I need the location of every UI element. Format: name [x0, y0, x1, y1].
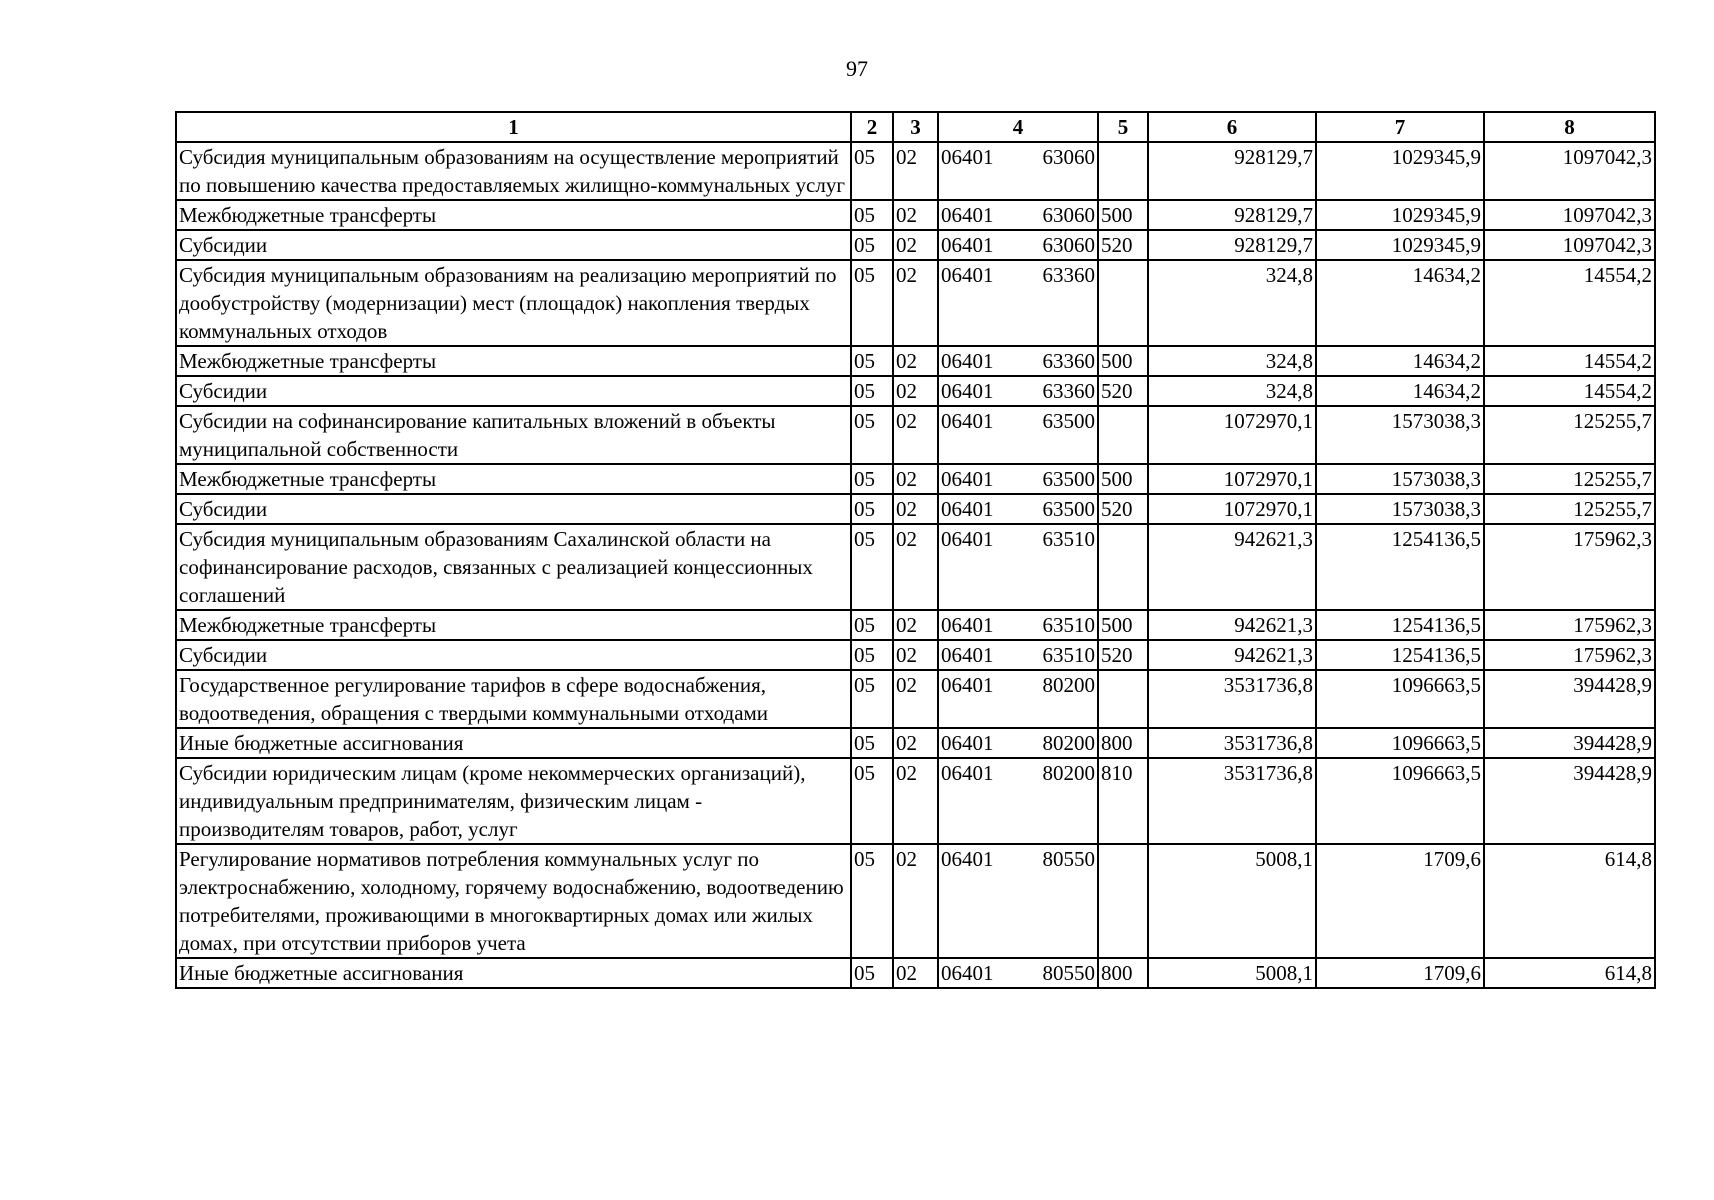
- table-row: [176, 494, 1655, 524]
- column-header: 6: [1148, 112, 1316, 142]
- item-name: Субсидии юридическим лицам (кроме некоммерческих организаций), индивидуальным предпринимателям, физическим лицам - производителям товаров, работ, услуг: [176, 758, 851, 844]
- column-header: 4: [938, 112, 1098, 142]
- amount-col-8: 14554,2: [1484, 376, 1655, 406]
- amount-col-8: 175962,3: [1484, 524, 1655, 610]
- program-code: 06401: [941, 731, 994, 755]
- table-row: [176, 610, 1655, 640]
- section-code: 05: [851, 758, 893, 844]
- amount-col-6: 324,8: [1148, 346, 1316, 376]
- column-header: 3: [893, 112, 938, 142]
- column-header: 2: [851, 112, 893, 142]
- direction-code: 80200: [1042, 673, 1095, 697]
- table-row: [176, 758, 1655, 844]
- table-row: [176, 230, 1655, 260]
- amount-col-7: 1709,6: [1316, 844, 1484, 958]
- table-row: [176, 464, 1655, 494]
- amount-col-6: 3531736,8: [1148, 758, 1316, 844]
- amount-col-6: 1072970,1: [1148, 464, 1316, 494]
- program-code: 06401: [941, 145, 994, 169]
- table-row: [176, 728, 1655, 758]
- item-name: Межбюджетные трансферты: [176, 346, 851, 376]
- expense-type-code: 800: [1098, 728, 1148, 758]
- table-row: [176, 376, 1655, 406]
- direction-code: 63510: [1042, 613, 1095, 637]
- item-name: Иные бюджетные ассигнования: [176, 728, 851, 758]
- subsection-code: 02: [893, 346, 938, 376]
- amount-col-6: 3531736,8: [1148, 728, 1316, 758]
- amount-col-8: 125255,7: [1484, 494, 1655, 524]
- amount-col-7: 1096663,5: [1316, 758, 1484, 844]
- table-row: [176, 346, 1655, 376]
- table-row: [176, 958, 1655, 988]
- target-article-code: [938, 376, 1098, 406]
- target-article-code: [938, 142, 1098, 200]
- column-header: 1: [176, 112, 851, 142]
- table-row: [176, 670, 1655, 728]
- expense-type-code: [1098, 142, 1148, 200]
- expense-type-code: [1098, 524, 1148, 610]
- amount-col-7: 14634,2: [1316, 260, 1484, 346]
- expense-type-code: [1098, 670, 1148, 728]
- section-code: 05: [851, 346, 893, 376]
- section-code: 05: [851, 958, 893, 988]
- direction-code: 63500: [1042, 497, 1095, 521]
- direction-code: 63360: [1042, 349, 1095, 373]
- item-name: Субсидия муниципальным образованиям Сахалинской области на софинансирование расходов, связанных с реализацией концессионных соглашений: [176, 524, 851, 610]
- budget-table: [175, 111, 1656, 989]
- amount-col-6: 928129,7: [1148, 200, 1316, 230]
- amount-col-8: 175962,3: [1484, 610, 1655, 640]
- subsection-code: 02: [893, 728, 938, 758]
- amount-col-8: 175962,3: [1484, 640, 1655, 670]
- item-name: Межбюджетные трансферты: [176, 200, 851, 230]
- target-article-code: [938, 758, 1098, 844]
- table-row: [176, 844, 1655, 958]
- item-name: Субсидии: [176, 376, 851, 406]
- amount-col-7: 14634,2: [1316, 376, 1484, 406]
- amount-col-7: 1029345,9: [1316, 142, 1484, 200]
- subsection-code: 02: [893, 464, 938, 494]
- program-code: 06401: [941, 527, 994, 551]
- expense-type-code: 520: [1098, 640, 1148, 670]
- program-code: 06401: [941, 673, 994, 697]
- direction-code: 63060: [1042, 233, 1095, 257]
- target-article-code: [938, 524, 1098, 610]
- target-article-code: [938, 200, 1098, 230]
- target-article-code: [938, 230, 1098, 260]
- direction-code: 63060: [1042, 145, 1095, 169]
- section-code: 05: [851, 640, 893, 670]
- expense-type-code: 500: [1098, 346, 1148, 376]
- amount-col-7: 1096663,5: [1316, 728, 1484, 758]
- direction-code: 63500: [1042, 467, 1095, 491]
- direction-code: 63360: [1042, 263, 1095, 287]
- column-header: 5: [1098, 112, 1148, 142]
- target-article-code: [938, 406, 1098, 464]
- section-code: 05: [851, 524, 893, 610]
- section-code: 05: [851, 728, 893, 758]
- amount-col-6: 942621,3: [1148, 610, 1316, 640]
- target-article-code: [938, 728, 1098, 758]
- amount-col-6: 1072970,1: [1148, 406, 1316, 464]
- subsection-code: 02: [893, 406, 938, 464]
- item-name: Межбюджетные трансферты: [176, 610, 851, 640]
- section-code: 05: [851, 494, 893, 524]
- table-row: [176, 640, 1655, 670]
- amount-col-6: 928129,7: [1148, 230, 1316, 260]
- subsection-code: 02: [893, 844, 938, 958]
- amount-col-7: 1573038,3: [1316, 406, 1484, 464]
- amount-col-8: 1097042,3: [1484, 230, 1655, 260]
- section-code: 05: [851, 230, 893, 260]
- amount-col-8: 125255,7: [1484, 406, 1655, 464]
- amount-col-8: 1097042,3: [1484, 200, 1655, 230]
- section-code: 05: [851, 142, 893, 200]
- direction-code: 63510: [1042, 643, 1095, 667]
- expense-type-code: [1098, 406, 1148, 464]
- program-code: 06401: [941, 497, 994, 521]
- program-code: 06401: [941, 203, 994, 227]
- subsection-code: 02: [893, 524, 938, 610]
- direction-code: 80200: [1042, 761, 1095, 785]
- amount-col-8: 14554,2: [1484, 346, 1655, 376]
- table-row: [176, 260, 1655, 346]
- expense-type-code: 810: [1098, 758, 1148, 844]
- amount-col-8: 394428,9: [1484, 758, 1655, 844]
- table-row: [176, 406, 1655, 464]
- amount-col-6: 942621,3: [1148, 524, 1316, 610]
- amount-col-7: 1096663,5: [1316, 670, 1484, 728]
- expense-type-code: 800: [1098, 958, 1148, 988]
- expense-type-code: [1098, 844, 1148, 958]
- subsection-code: 02: [893, 376, 938, 406]
- expense-type-code: 500: [1098, 464, 1148, 494]
- program-code: 06401: [941, 349, 994, 373]
- amount-col-7: 1254136,5: [1316, 610, 1484, 640]
- section-code: 05: [851, 464, 893, 494]
- amount-col-8: 125255,7: [1484, 464, 1655, 494]
- item-name: Субсидии на софинансирование капитальных вложений в объекты муниципальной собственности: [176, 406, 851, 464]
- amount-col-8: 394428,9: [1484, 728, 1655, 758]
- subsection-code: 02: [893, 640, 938, 670]
- program-code: 06401: [941, 409, 994, 433]
- target-article-code: [938, 670, 1098, 728]
- amount-col-8: 614,8: [1484, 844, 1655, 958]
- amount-col-7: 1029345,9: [1316, 200, 1484, 230]
- target-article-code: [938, 260, 1098, 346]
- target-article-code: [938, 494, 1098, 524]
- table-row: [176, 200, 1655, 230]
- direction-code: 63060: [1042, 203, 1095, 227]
- subsection-code: 02: [893, 142, 938, 200]
- program-code: 06401: [941, 467, 994, 491]
- direction-code: 63510: [1042, 527, 1095, 551]
- section-code: 05: [851, 200, 893, 230]
- expense-type-code: 500: [1098, 610, 1148, 640]
- target-article-code: [938, 640, 1098, 670]
- item-name: Субсидия муниципальным образованиям на реализацию мероприятий по дообустройству (модернизации) мест (площадок) накопления твердых коммунальных отходов: [176, 260, 851, 346]
- item-name: Субсидия муниципальным образованиям на осуществление мероприятий по повышению качества предоставляемых жилищно-коммунальных услуг: [176, 142, 851, 200]
- program-code: 06401: [941, 233, 994, 257]
- amount-col-6: 3531736,8: [1148, 670, 1316, 728]
- amount-col-6: 5008,1: [1148, 844, 1316, 958]
- target-article-code: [938, 346, 1098, 376]
- amount-col-8: 14554,2: [1484, 260, 1655, 346]
- target-article-code: [938, 958, 1098, 988]
- amount-col-7: 1709,6: [1316, 958, 1484, 988]
- expense-type-code: [1098, 260, 1148, 346]
- direction-code: 63500: [1042, 409, 1095, 433]
- program-code: 06401: [941, 379, 994, 403]
- amount-col-6: 324,8: [1148, 260, 1316, 346]
- expense-type-code: 520: [1098, 376, 1148, 406]
- direction-code: 63360: [1042, 379, 1095, 403]
- item-name: Субсидии: [176, 494, 851, 524]
- amount-col-7: 1254136,5: [1316, 640, 1484, 670]
- program-code: 06401: [941, 761, 994, 785]
- subsection-code: 02: [893, 610, 938, 640]
- column-header: 8: [1484, 112, 1655, 142]
- item-name: Иные бюджетные ассигнования: [176, 958, 851, 988]
- amount-col-6: 5008,1: [1148, 958, 1316, 988]
- subsection-code: 02: [893, 230, 938, 260]
- column-header: 7: [1316, 112, 1484, 142]
- section-code: 05: [851, 670, 893, 728]
- direction-code: 80550: [1042, 961, 1095, 985]
- amount-col-7: 1029345,9: [1316, 230, 1484, 260]
- section-code: 05: [851, 376, 893, 406]
- expense-type-code: 500: [1098, 200, 1148, 230]
- amount-col-7: 1254136,5: [1316, 524, 1484, 610]
- amount-col-6: 324,8: [1148, 376, 1316, 406]
- amount-col-7: 1573038,3: [1316, 464, 1484, 494]
- target-article-code: [938, 464, 1098, 494]
- table-row: [176, 524, 1655, 610]
- item-name: Межбюджетные трансферты: [176, 464, 851, 494]
- program-code: 06401: [941, 643, 994, 667]
- section-code: 05: [851, 406, 893, 464]
- subsection-code: 02: [893, 200, 938, 230]
- amount-col-7: 14634,2: [1316, 346, 1484, 376]
- subsection-code: 02: [893, 958, 938, 988]
- amount-col-8: 394428,9: [1484, 670, 1655, 728]
- amount-col-6: 942621,3: [1148, 640, 1316, 670]
- amount-col-6: 1072970,1: [1148, 494, 1316, 524]
- page-number: 97: [846, 56, 868, 81]
- direction-code: 80550: [1042, 847, 1095, 871]
- item-name: Государственное регулирование тарифов в сфере водоснабжения, водоотведения, обращения с твердыми коммунальными отходами: [176, 670, 851, 728]
- program-code: 06401: [941, 263, 994, 287]
- subsection-code: 02: [893, 670, 938, 728]
- target-article-code: [938, 844, 1098, 958]
- section-code: 05: [851, 610, 893, 640]
- subsection-code: 02: [893, 758, 938, 844]
- subsection-code: 02: [893, 494, 938, 524]
- table-row: [176, 142, 1655, 200]
- program-code: 06401: [941, 961, 994, 985]
- direction-code: 80200: [1042, 731, 1095, 755]
- item-name: Регулирование нормативов потребления коммунальных услуг по электроснабжению, холодному, горячему водоснабжению, водоотведению потребителями, проживающими в многоквартирных домах или жилых домах, при отсутствии приборов учета: [176, 844, 851, 958]
- expense-type-code: 520: [1098, 494, 1148, 524]
- amount-col-6: 928129,7: [1148, 142, 1316, 200]
- target-article-code: [938, 610, 1098, 640]
- section-code: 05: [851, 260, 893, 346]
- item-name: Субсидии: [176, 230, 851, 260]
- section-code: 05: [851, 844, 893, 958]
- amount-col-8: 614,8: [1484, 958, 1655, 988]
- amount-col-7: 1573038,3: [1316, 494, 1484, 524]
- expense-type-code: 520: [1098, 230, 1148, 260]
- amount-col-8: 1097042,3: [1484, 142, 1655, 200]
- item-name: Субсидии: [176, 640, 851, 670]
- program-code: 06401: [941, 847, 994, 871]
- subsection-code: 02: [893, 260, 938, 346]
- program-code: 06401: [941, 613, 994, 637]
- table-header-row: [176, 112, 1655, 142]
